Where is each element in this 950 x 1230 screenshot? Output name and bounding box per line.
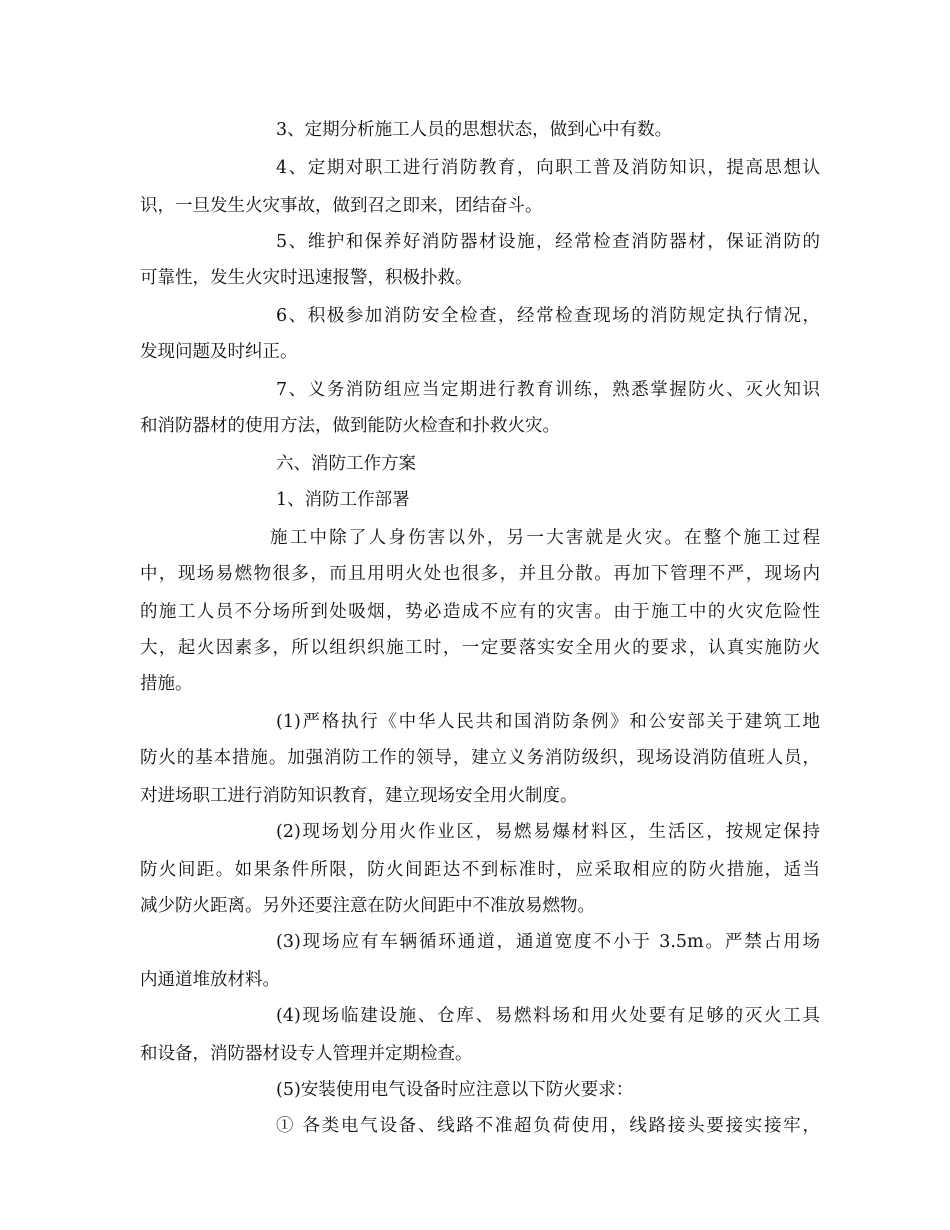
text-line: 大，起火因素多，所以组织织施工时，一定要落实安全用火的要求，认真实施防火	[140, 638, 820, 658]
text-line: (5)安装使用电气设备时应注意以下防火要求：	[276, 1080, 634, 1100]
text-line: 防火的基本措施。加强消防工作的领导，建立义务消防级织，现场设消防值班人员，	[140, 748, 820, 768]
text-line: 措施。	[140, 674, 193, 694]
subsection-heading: 1、消防工作部署	[276, 490, 410, 510]
text-line: 4、定期对职工进行消防教育，向职工普及消防知识，提高思想认	[276, 158, 820, 178]
text-line: 发现问题及时纠正。	[140, 342, 298, 362]
text-line: 3、定期分析施工人员的思想状态，做到心中有数。	[276, 120, 673, 140]
text-line: 可靠性，发生火灾时迅速报警，积极扑救。	[140, 268, 473, 288]
text-line: 的施工人员不分场所到处吸烟，势必造成不应有的灾害。由于施工中的火灾危险性	[140, 602, 820, 622]
text-line: (1)严格执行《中华人民共和国消防条例》和公安部关于建筑工地	[276, 712, 820, 732]
text-line: 对进场职工进行消防知识教育，建立现场安全用火制度。	[140, 786, 578, 806]
text-line: 和设备，消防器材设专人管理并定期检查。	[140, 1044, 473, 1064]
text-line: 防火间距。如果条件所限，防火间距达不到标准时，应采取相应的防火措施，适当	[140, 860, 820, 880]
text-line: 内通道堆放材料。	[140, 970, 280, 990]
text-line: 5、维护和保养好消防器材设施，经常检查消防器材，保证消防的	[276, 232, 820, 252]
text-line: (4)现场临建设施、仓库、易燃料场和用火处要有足够的灭火工具	[276, 1006, 820, 1026]
text-line: 减少防火距离。另外还要注意在防火间距中不准放易燃物。	[140, 896, 595, 916]
text-line: 6、积极参加消防安全检查，经常检查现场的消防规定执行情况，	[276, 306, 820, 326]
text-line: (3)现场应有车辆循环通道，通道宽度不小于 3.5m。严禁占用场	[276, 932, 820, 952]
text-line: 中，现场易燃物很多，而且用明火处也很多，并且分散。再加下管理不严，现场内	[140, 564, 820, 584]
text-line: 识，一旦发生火灾事故，做到召之即来，团结奋斗。	[140, 196, 543, 216]
section-heading: 六、消防工作方案	[276, 454, 416, 474]
text-line: (2)现场划分用火作业区，易燃易爆材料区，生活区，按规定保持	[276, 822, 820, 842]
text-line: 7、义务消防组应当定期进行教育训练，熟悉掌握防火、灭火知识	[276, 380, 820, 400]
text-line: 和消防器材的使用方法，做到能防火检查和扑救火灾。	[140, 416, 560, 436]
text-line: 施工中除了人身伤害以外，另一大害就是火灾。在整个施工过程	[270, 528, 820, 548]
text-line: ① 各类电气设备、线路不准超负荷使用，线路接头要接实接牢，	[276, 1116, 820, 1136]
